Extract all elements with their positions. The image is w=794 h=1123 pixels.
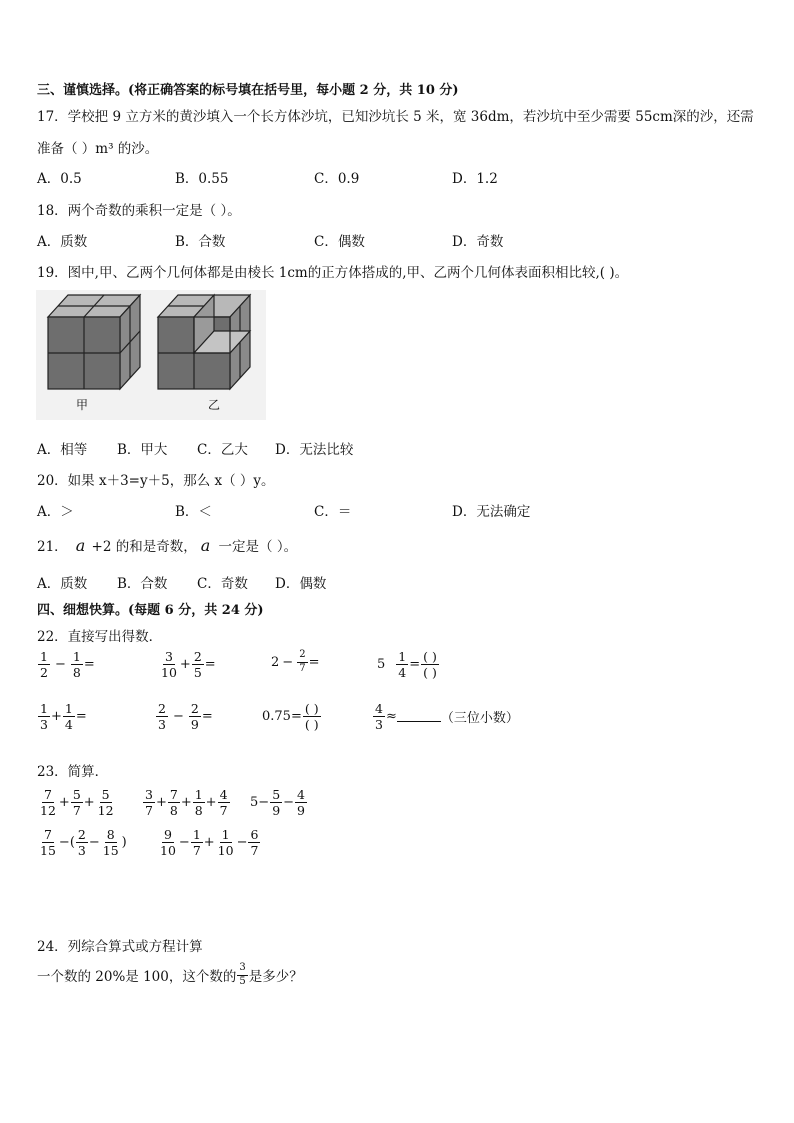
q19-figure — [36, 290, 266, 420]
q17-option-a[interactable]: A．0.5 — [37, 171, 82, 187]
cubes-figure — [36, 290, 266, 420]
q22-expr-5: $\frac{1}{3}$ + $\frac{1}{4}$ = — [40, 701, 87, 733]
q19-option-c[interactable]: C．乙大 — [197, 442, 248, 458]
q17-option-b[interactable]: B．0.55 — [175, 171, 229, 187]
section-4-title: 四、细想快算。(每题 6 分，共 24 分) — [37, 603, 264, 618]
q18-option-c[interactable]: C．偶数 — [314, 234, 365, 250]
q17-option-d[interactable]: D．1.2 — [452, 171, 498, 187]
q17-line1: 17．学校把 9 立方米的黄沙填入一个长方体沙坑，已知沙坑长 5 米，宽 36dm，若沙坑中至少需要 55cm深的沙，还需 — [37, 109, 754, 125]
q23-expr-5: $\frac{9}{10}$ − $\frac{1}{7}$ + $\frac{1}{10}$ − $\frac{6}{7}$ — [160, 827, 259, 859]
q23-expr-3: 5 − $\frac{5}{9}$ − $\frac{4}{9}$ — [250, 787, 305, 819]
q21-option-b[interactable]: B．合数 — [117, 576, 168, 592]
answer-blank[interactable] — [397, 711, 441, 722]
q22-expr-7: 0.75= $\frac{( )}{( )}$ — [262, 701, 319, 733]
q23-title: 23．简算． — [37, 764, 109, 780]
solid-yi — [158, 295, 250, 389]
q21-option-c[interactable]: C．奇数 — [197, 576, 248, 592]
q19-option-d[interactable]: D．无法比较 — [275, 442, 354, 458]
q23-expr-2: $\frac{3}{7}$ + $\frac{7}{8}$ + $\frac{1}{8}$ + $\frac{4}{7}$ — [145, 787, 228, 819]
q21-option-a[interactable]: A．质数 — [37, 576, 88, 592]
q22-expr-3: 2 − $\frac{2}{7}$ = — [271, 649, 320, 674]
q18-text: 18．两个奇数的乘积一定是（ ）。 — [37, 203, 241, 219]
solid-jia — [48, 295, 140, 389]
q20-option-a[interactable]: A．＞ — [37, 504, 74, 520]
q19-option-a[interactable]: A．相等 — [37, 442, 88, 458]
q20-option-c[interactable]: C．＝ — [314, 504, 352, 520]
q21-text: 21． a +2 的和是奇数， a 一定是（ ）。 — [37, 536, 298, 555]
q23-expr-1: $\frac{7}{12}$ + $\frac{5}{7}$ + $\frac{5}{12}$ — [40, 787, 114, 819]
q18-option-a[interactable]: A．质数 — [37, 234, 88, 250]
q20-option-d[interactable]: D．无法确定 — [452, 504, 531, 520]
q22-expr-8: $\frac{4}{3}$ ≈ （三位小数） — [375, 701, 519, 733]
q22-title: 22．直接写出得数． — [37, 629, 163, 645]
q22-expr-4: 5 $\frac{1}{4}$ = $\frac{( )}{( )}$ — [377, 649, 437, 681]
q19-text: 19．图中,甲、乙两个几何体都是由棱长 1cm的正方体搭成的,甲、乙两个几何体表面积相比较,( )。 — [37, 265, 629, 281]
q24-text: 一个数的 20%是 100，这个数的 $\frac{3}{5}$ 是多少？ — [37, 962, 303, 987]
q19-label-jia: 甲 — [76, 398, 89, 412]
q22-expr-2: $\frac{3}{10}$ + $\frac{2}{5}$ = — [161, 649, 216, 681]
section-3-title: 三、谨慎选择。(将正确答案的标号填在括号里，每小题 2 分，共 10 分) — [37, 83, 459, 98]
q22-expr-1: $\frac{1}{2}$ − $\frac{1}{8}$ = — [40, 649, 95, 681]
q23-expr-4: $\frac{7}{15}$ − ( $\frac{2}{3}$ − $\frac{8}{15}$ ) — [40, 827, 127, 859]
q17-option-c[interactable]: C．0.9 — [314, 171, 360, 187]
q18-option-d[interactable]: D．奇数 — [452, 234, 504, 250]
q19-label-yi: 乙 — [208, 398, 221, 412]
q19-option-b[interactable]: B．甲大 — [117, 442, 168, 458]
q24-title: 24．列综合算式或方程计算 — [37, 939, 203, 955]
q22-expr-6: $\frac{2}{3}$ − $\frac{2}{9}$ = — [158, 701, 213, 733]
q18-option-b[interactable]: B．合数 — [175, 234, 226, 250]
q20-option-b[interactable]: B．＜ — [175, 504, 212, 520]
q20-text: 20．如果 x＋3=y＋5，那么 x（ ）y。 — [37, 473, 275, 489]
q21-option-d[interactable]: D．偶数 — [275, 576, 327, 592]
q17-line2: 准备（ ）m³ 的沙。 — [37, 141, 159, 157]
